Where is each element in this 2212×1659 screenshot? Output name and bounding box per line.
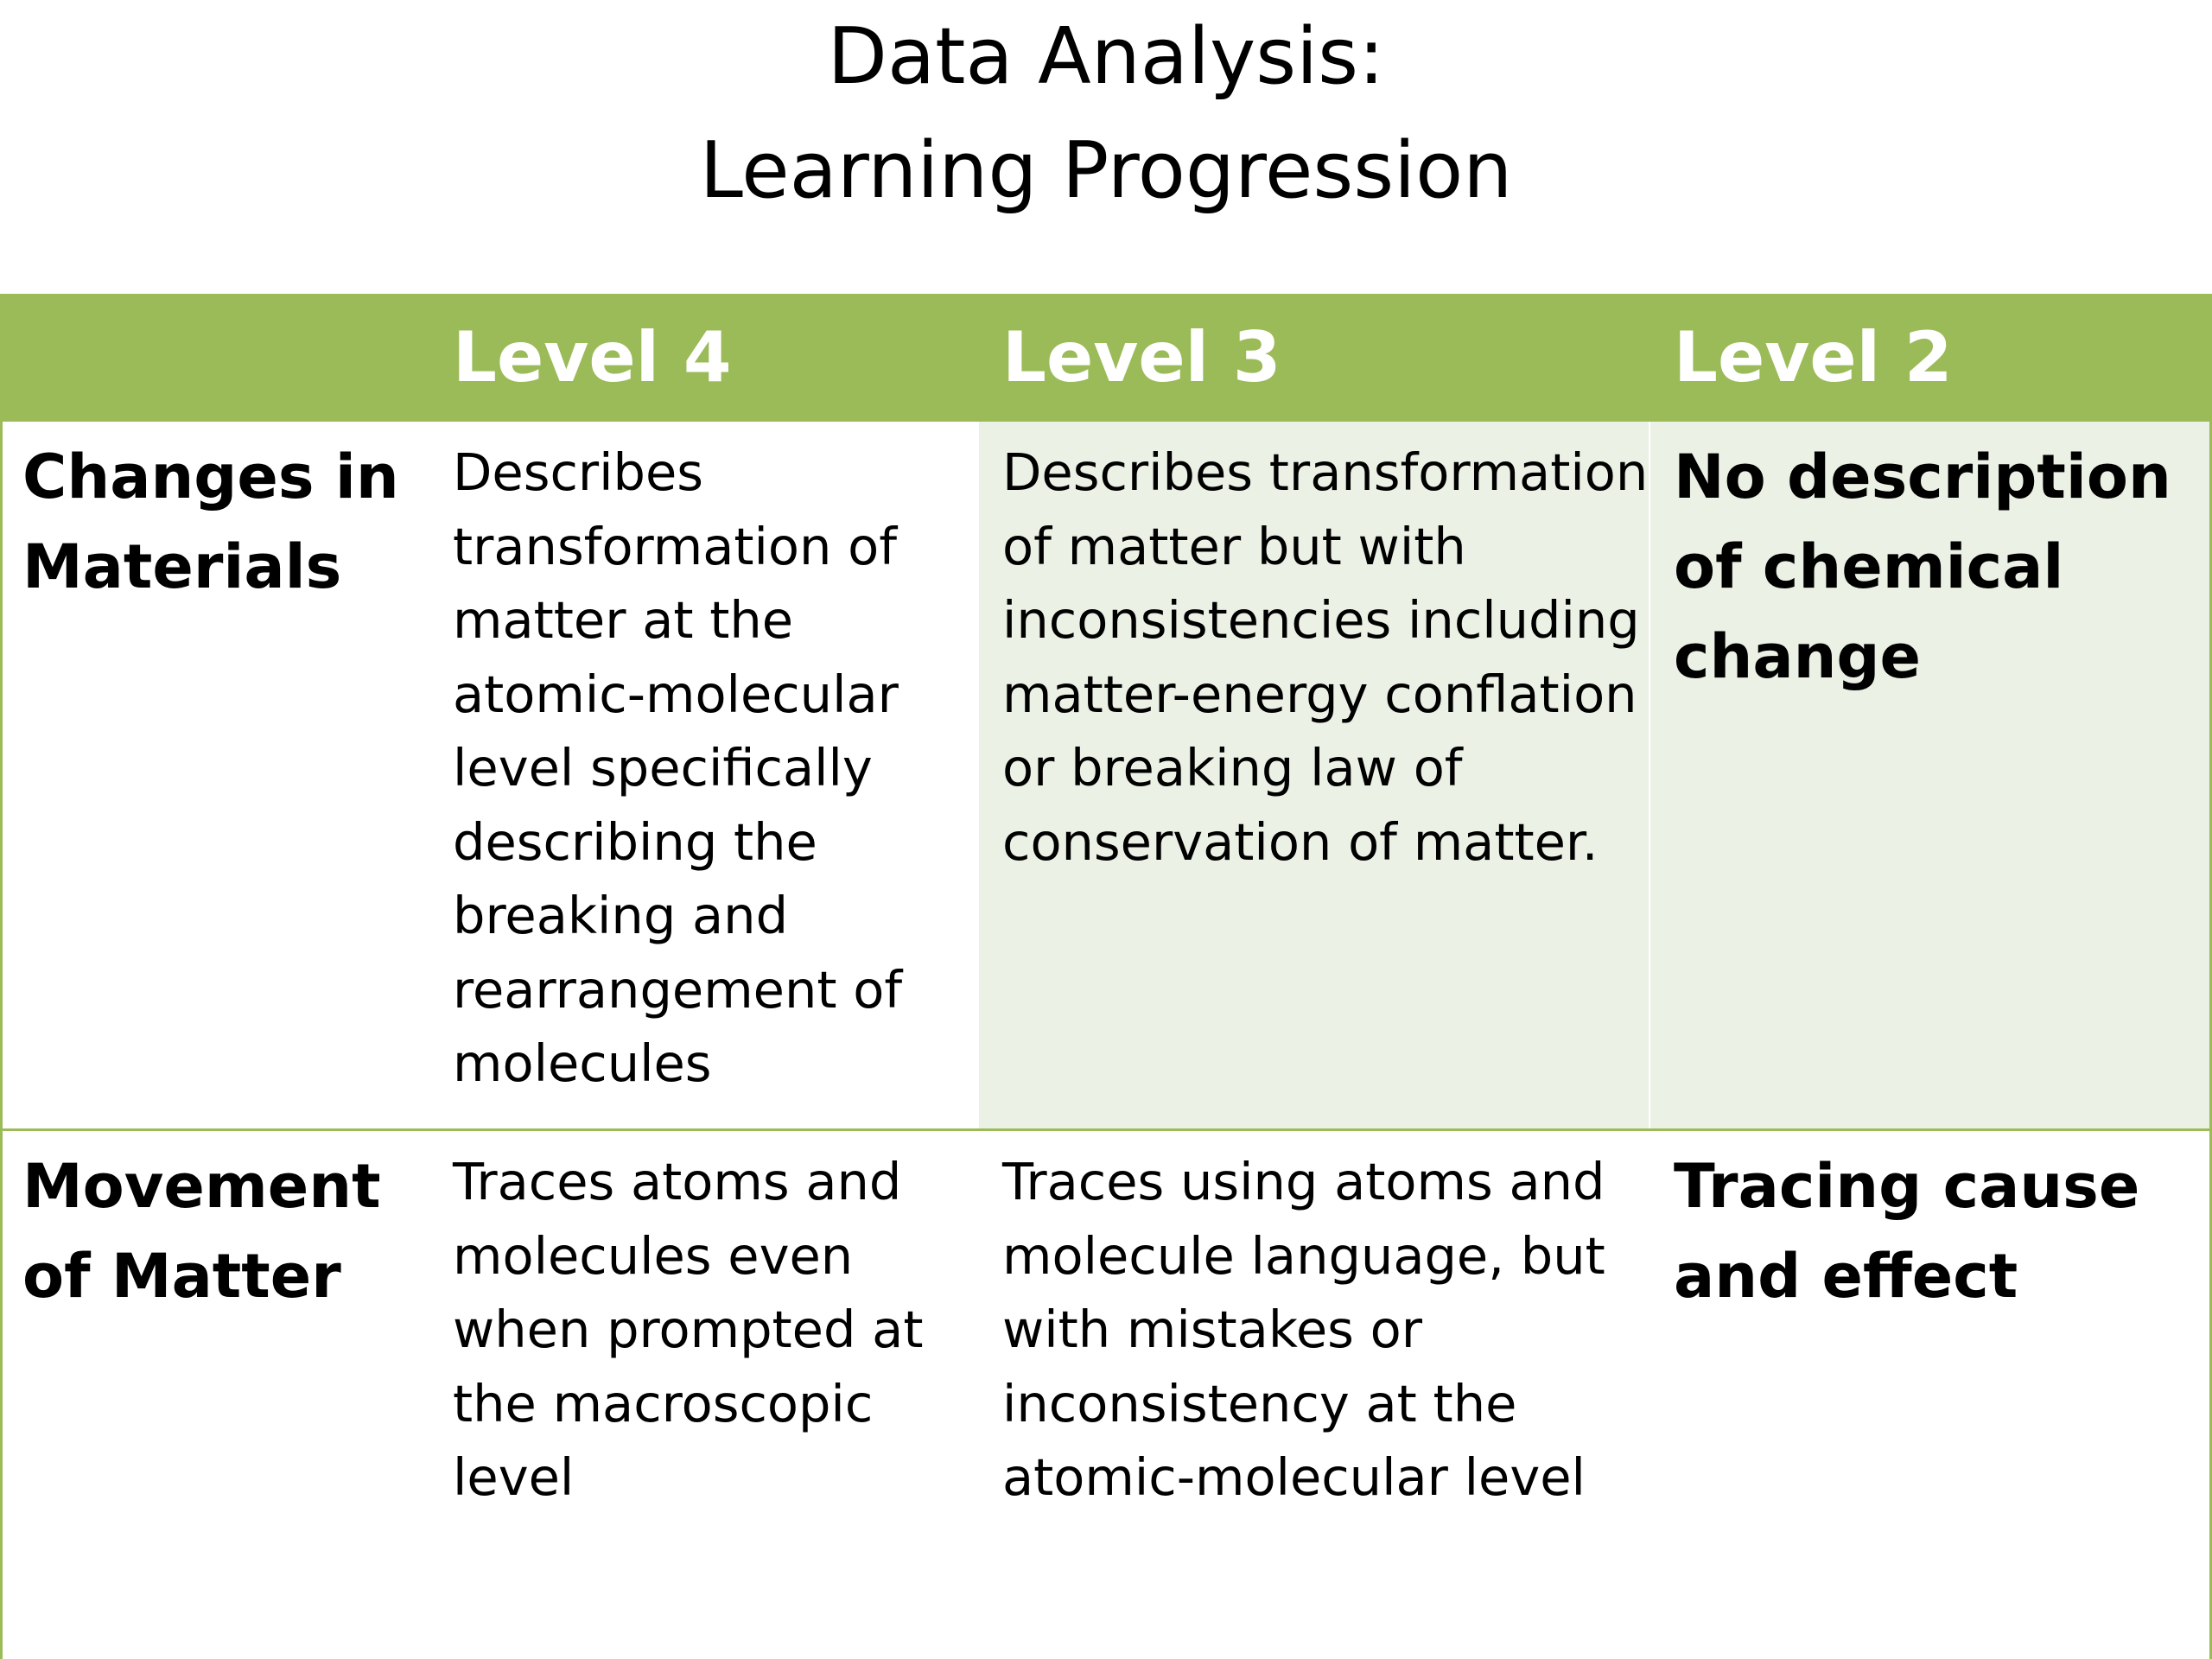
row-label-changes-in-materials: Changes in Materials [22, 442, 399, 602]
table-header-row [0, 294, 2212, 422]
cell-level-2-changes: No description of chemical change [1674, 442, 2171, 692]
cell-level-2-movement: Tracing cause and effect [1674, 1151, 2140, 1312]
column-header-level-4: Level 4 [453, 317, 732, 397]
title-line-2: Learning Progression [699, 125, 1513, 216]
learning-progression-table [0, 294, 2212, 1659]
column-header-level-2: Level 2 [1674, 317, 1953, 397]
row-label-movement-of-matter: Movement of Matter [22, 1151, 381, 1312]
cell-level-4-changes: Describes transformation of matter at the atomic-molecular level specifically describing the breaking and rearrangement of molecules [453, 442, 903, 1093]
table-border-left [0, 294, 3, 1659]
table-row-changes-in-materials [0, 422, 2212, 1128]
slide-title [0, 0, 2212, 228]
cell-level-3-movement: Traces using atoms and molecule language, but with mistakes or inconsistency at the atomic-molecular level [1002, 1152, 1605, 1507]
cell-level-3-changes: Describes transformation of matter but with inconsistencies including matter-energy conflation or breaking law of conservation of matter. [1002, 442, 1649, 872]
title-line-1: Data Analysis: [827, 11, 1385, 102]
column-header-level-3: Level 3 [1002, 317, 1281, 397]
table-row-movement-of-matter [0, 1128, 2212, 1659]
cell-level-4-movement: Traces atoms and molecules even when prompted at the macroscopic level [453, 1152, 924, 1507]
